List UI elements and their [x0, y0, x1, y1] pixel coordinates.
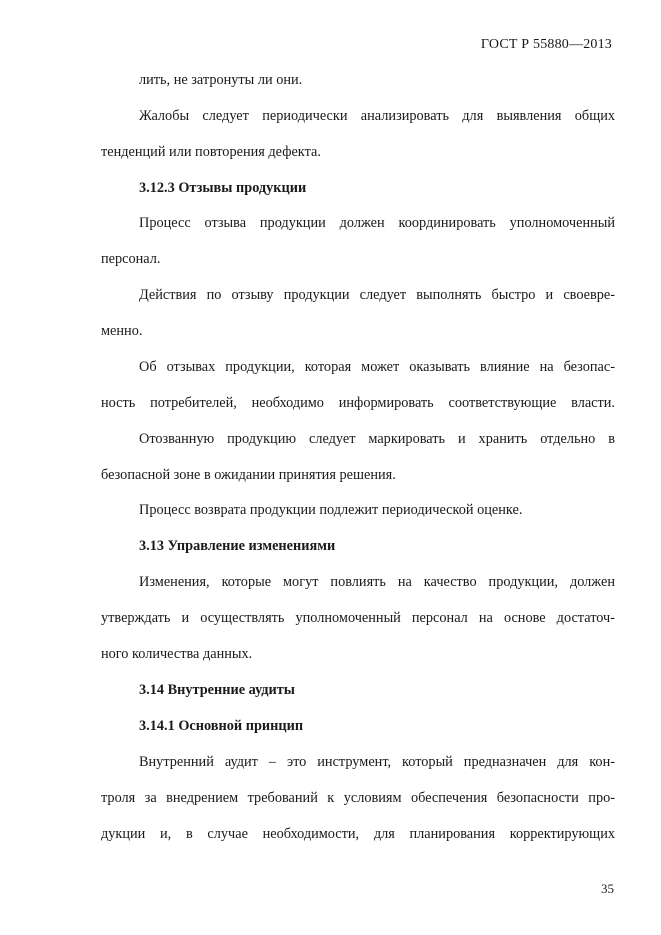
text-line-5: Процесс отзыва продукции должен координировать уполномоченный — [139, 215, 615, 231]
page-number: 35 — [601, 881, 614, 896]
text-line-2: Жалобы следует периодически анализировать для выявления общих — [139, 108, 615, 124]
text-line-17: ного количества данных. — [101, 646, 253, 662]
text-line-12: безопасной зоне в ожидании принятия решения. — [101, 467, 396, 483]
text-line-6: персонал. — [101, 251, 161, 267]
text-line-15: Изменения, которые могут повлиять на качество продукции, должен — [139, 574, 615, 590]
text-line-3: тенденций или повторения дефекта. — [101, 144, 321, 160]
text-line-11: Отозванную продукцию следует маркировать и хранить отдельно в — [139, 431, 615, 447]
section-heading-3-13: 3.13 Управление изменениями — [139, 538, 336, 554]
text-line-7: Действия по отзыву продукции следует выполнять быстро и своевре- — [139, 287, 615, 303]
text-line-10: ность потребителей, необходимо информировать соответствующие власти. — [101, 395, 615, 411]
text-line-1: лить, не затронуты ли они. — [139, 72, 303, 88]
text-line-9: Об отзывах продукции, которая может оказывать влияние на безопас- — [139, 359, 615, 375]
text-line-13: Процесс возврата продукции подлежит периодической оценке. — [139, 502, 523, 518]
text-line-16: утверждать и осуществлять уполномоченный персонал на основе достаточ- — [101, 610, 615, 626]
text-line-8: менно. — [101, 323, 143, 339]
text-line-20: Внутренний аудит – это инструмент, который предназначен для кон- — [139, 754, 615, 770]
section-heading-3-14-1: 3.14.1 Основной принцип — [139, 718, 304, 734]
standard-designation: ГОСТ Р 55880—2013 — [480, 37, 612, 52]
text-line-21: троля за внедрением требований к условиям обеспечения безопасности про- — [101, 790, 615, 806]
text-line-22: дукции и, в случае необходимости, для планирования корректирующих — [101, 826, 615, 842]
section-heading-3-12-3: 3.12.3 Отзывы продукции — [139, 180, 307, 196]
section-heading-3-14: 3.14 Внутренние аудиты — [139, 682, 295, 698]
